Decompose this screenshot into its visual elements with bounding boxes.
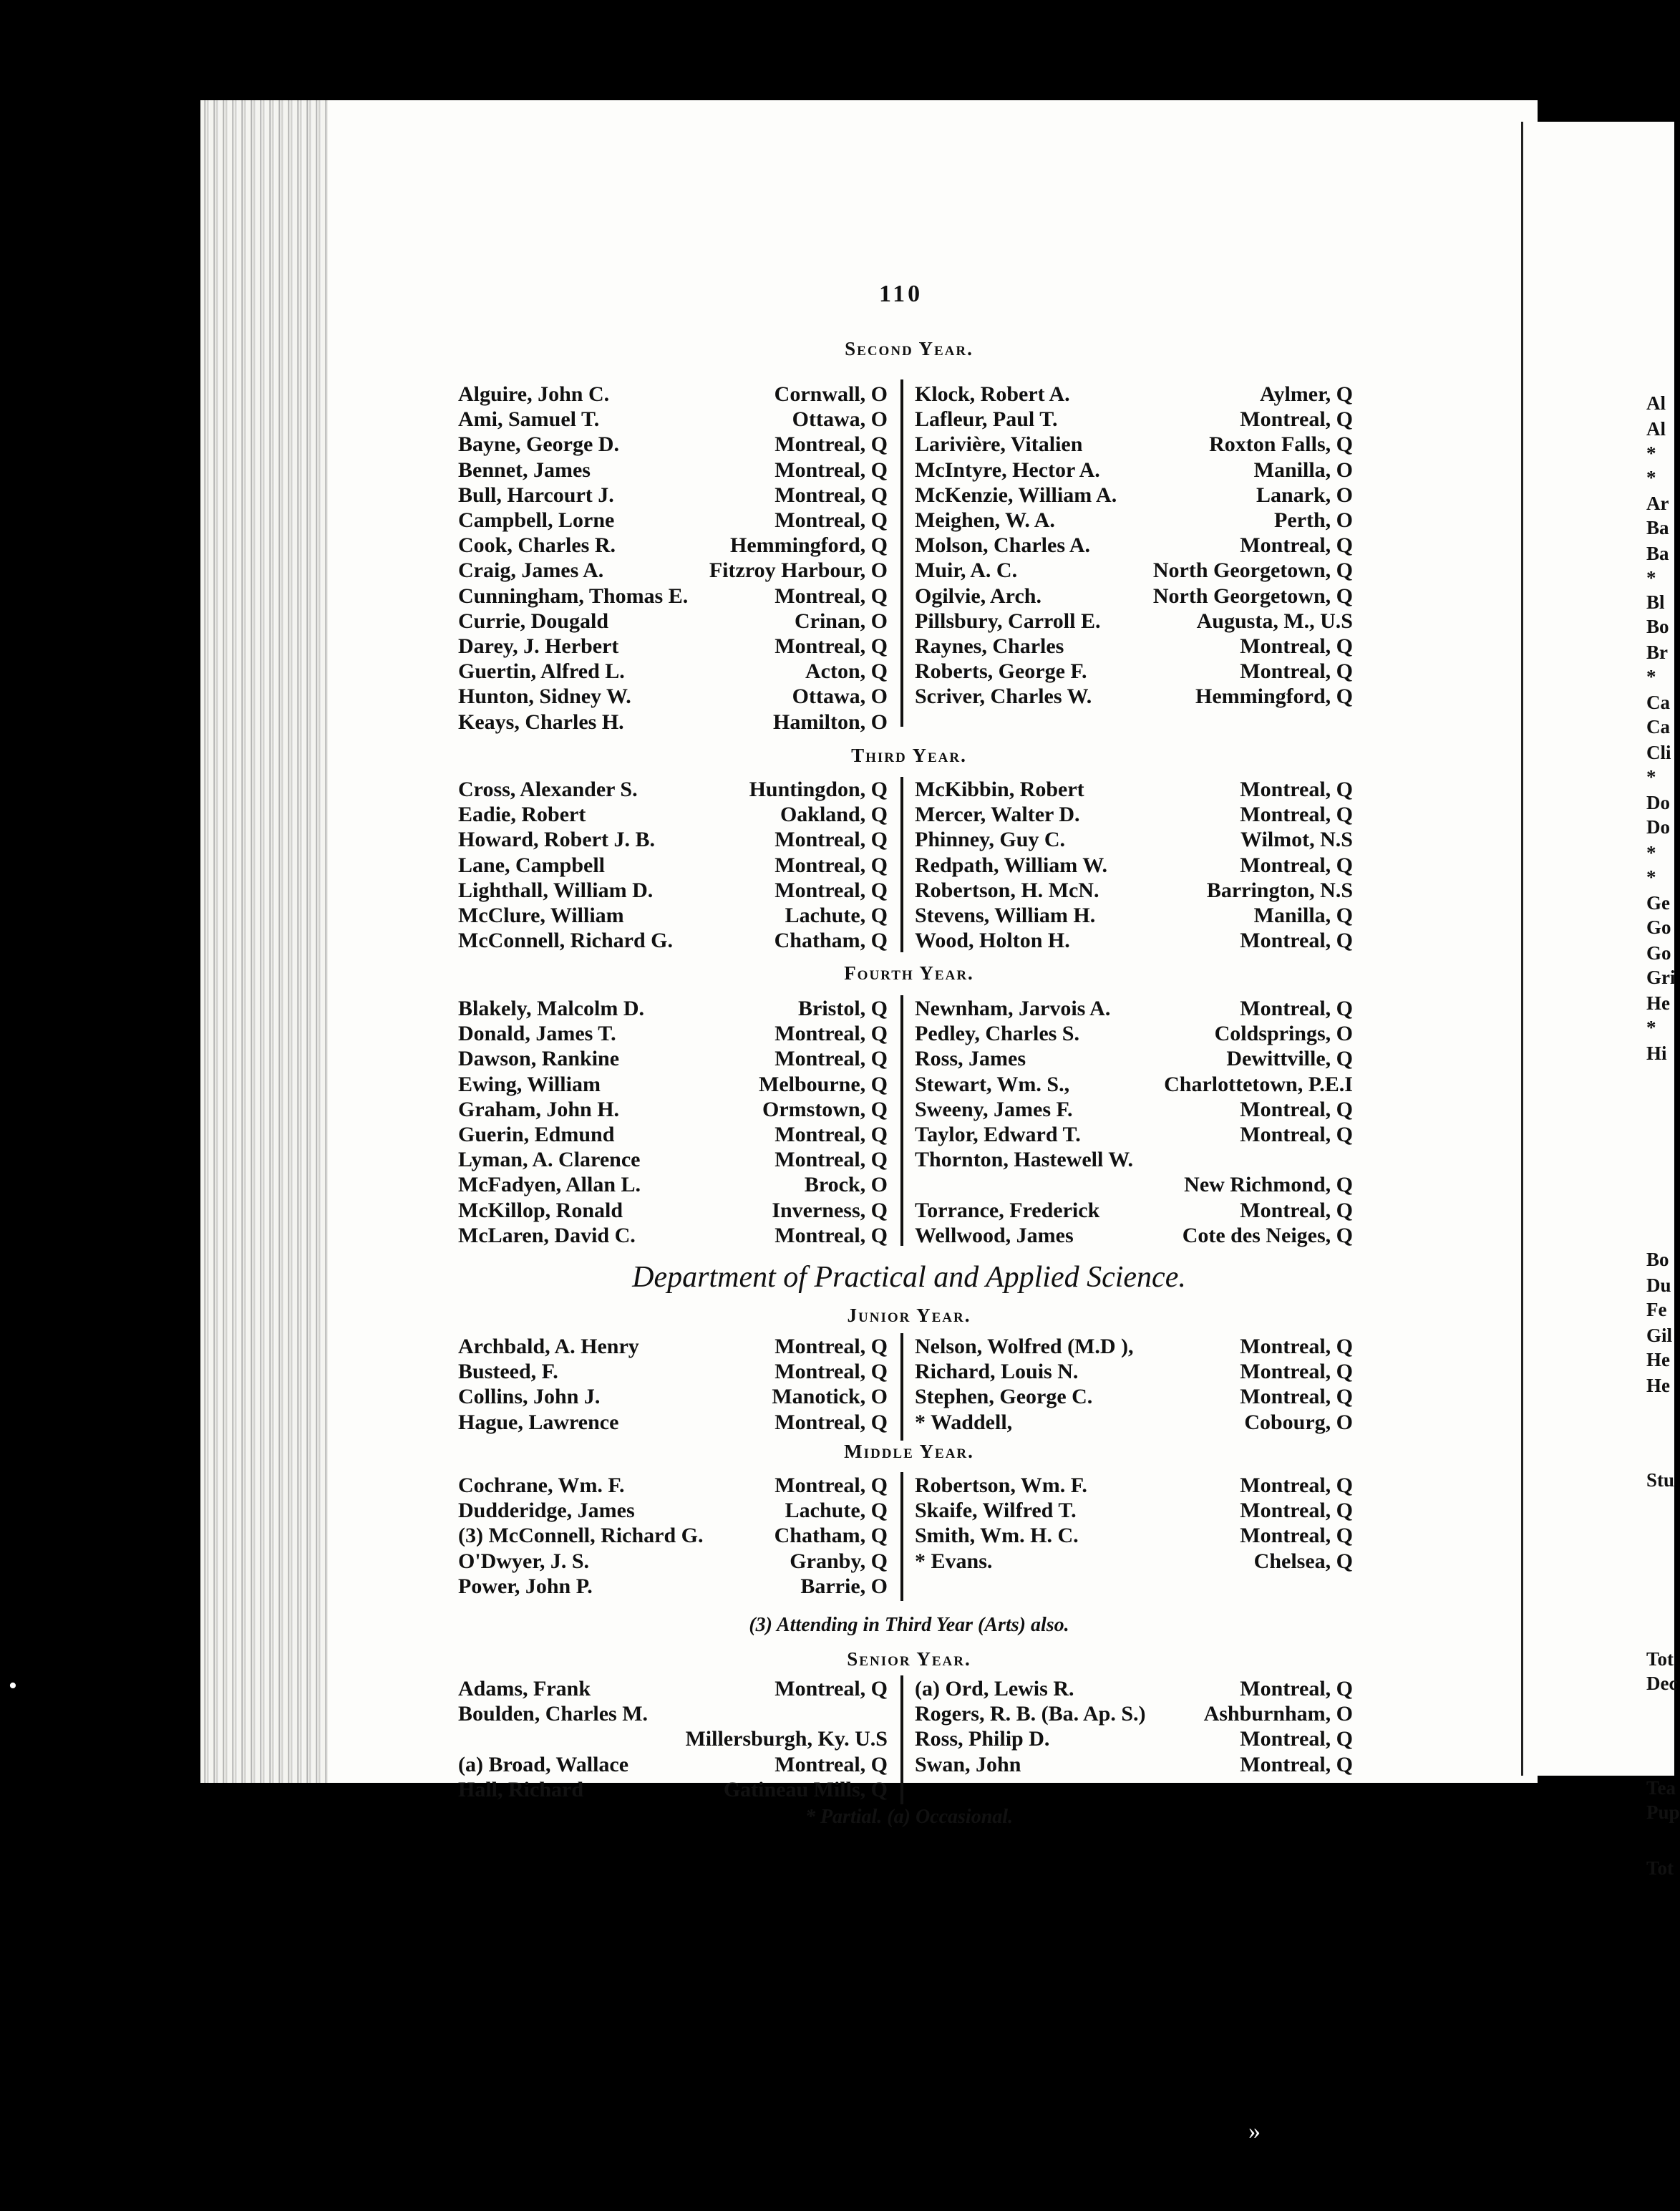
right-page-fragment: Bl (1646, 591, 1665, 613)
right-page-fragment: Gri (1646, 967, 1676, 988)
right-page-fragment: Fe (1646, 1299, 1667, 1320)
student-place: Montreal, Q (1240, 803, 1353, 827)
department-title: Department of Practical and Applied Science. (632, 1261, 1186, 1294)
student-place: Montreal, Q (775, 458, 888, 482)
student-place: Perth, O (1274, 508, 1353, 532)
student-name: Stevens, William H. (915, 904, 1096, 927)
right-page-fragment: Du (1646, 1274, 1671, 1296)
student-place: Hemmingford, Q (1195, 684, 1353, 709)
student-name: (a) Broad, Wallace (458, 1752, 629, 1776)
student-name: Bennet, James (458, 458, 591, 482)
right-page-fragment: Pup (1646, 1801, 1680, 1823)
student-place: Montreal, Q (1240, 659, 1353, 684)
student-name: Stephen, George C. (915, 1385, 1093, 1409)
student-name: Currie, Dougald (458, 609, 608, 633)
student-place: Cote des Neiges, Q (1182, 1223, 1353, 1247)
student-name: * Waddell, (915, 1410, 1013, 1434)
student-place: Montreal, Q (775, 1360, 888, 1384)
student-place: Montreal, Q (1240, 1335, 1353, 1358)
student-name: Pillsbury, Carroll E. (915, 609, 1101, 633)
page-edges (200, 100, 329, 1783)
student-place: Montreal, Q (775, 634, 888, 658)
student-place: Inverness, Q (772, 1198, 888, 1222)
student-place: Barrie, O (800, 1574, 888, 1598)
right-page-fragment: Cli (1646, 742, 1671, 763)
student-place: Montreal, Q (775, 1474, 888, 1497)
student-name: Wood, Holton H. (915, 929, 1070, 953)
student-name: Ami, Samuel T. (458, 407, 600, 432)
student-place: Manotick, O (772, 1385, 888, 1409)
student-place: Ormstown, Q (762, 1097, 888, 1121)
student-name: Eadie, Robert (458, 803, 586, 827)
student-name: McIntyre, Hector A. (915, 458, 1100, 482)
student-place: New Richmond, Q (1184, 1173, 1353, 1197)
student-name: McKibbin, Robert (915, 778, 1084, 801)
right-page-fragment: Ba (1646, 517, 1669, 538)
student-name: Sweeny, James F. (915, 1097, 1073, 1121)
student-name: Campbell, Lorne (458, 508, 615, 532)
senior-year-heading: Senior Year. (847, 1648, 971, 1670)
student-place: Montreal, Q (1240, 1474, 1353, 1497)
student-place: Montreal, Q (775, 508, 888, 532)
student-place: Montreal, Q (1240, 533, 1353, 558)
column-divider (900, 1675, 903, 1804)
student-place: Montreal, Q (775, 828, 888, 852)
right-page-fragment: * (1646, 766, 1656, 788)
right-page-fragment: Gil (1646, 1325, 1673, 1346)
margin-mark: » (1248, 2118, 1261, 2144)
student-place: Lanark, O (1256, 483, 1353, 507)
right-page-fragment: * (1646, 442, 1656, 464)
student-name: Ewing, William (458, 1072, 601, 1096)
student-place: Roxton Falls, Q (1209, 432, 1353, 457)
right-page-fragment: He (1646, 992, 1670, 1014)
student-place: Montreal, Q (775, 584, 888, 608)
right-page-fragment: Do (1646, 816, 1670, 838)
student-place: Hemmingford, Q (730, 533, 888, 558)
student-place: Wilmot, N.S (1240, 828, 1353, 852)
student-name: Mercer, Walter D. (915, 803, 1080, 827)
student-name: McLaren, David C. (458, 1223, 636, 1247)
right-page-fragment: Bo (1646, 1249, 1669, 1270)
student-name: Craig, James A. (458, 558, 604, 583)
student-place: Huntingdon, Q (749, 778, 888, 801)
right-page-fragment: Do (1646, 792, 1670, 813)
student-name: Boulden, Charles M. (458, 1702, 649, 1726)
student-name: Blakely, Malcolm D. (458, 997, 644, 1020)
student-place: Charlottetown, P.E.I (1164, 1072, 1353, 1096)
student-name: Stewart, Wm. S., (915, 1072, 1070, 1096)
student-place: Montreal, Q (1240, 407, 1353, 432)
junior-year-heading: Junior Year. (847, 1305, 971, 1326)
right-page-fragment: Tot (1646, 1857, 1674, 1879)
student-name: Ross, James (915, 1047, 1026, 1071)
student-place: Montreal, Q (775, 1335, 888, 1358)
student-name: Richard, Louis N. (915, 1360, 1079, 1384)
student-place: Montreal, Q (1240, 634, 1353, 658)
student-place: Montreal, Q (1240, 1524, 1353, 1548)
student-name: Nelson, Wolfred (M.D ), (915, 1335, 1134, 1358)
column-divider (900, 777, 903, 952)
student-name: Wellwood, James (915, 1223, 1074, 1247)
student-name: Dudderidge, James (458, 1499, 635, 1523)
right-page-fragment: Al (1646, 418, 1666, 440)
student-name: McClure, William (458, 904, 624, 927)
column-divider (900, 379, 903, 727)
margin-mark: • (9, 1673, 17, 1699)
student-name: Lafleur, Paul T. (915, 407, 1058, 432)
student-place: Montreal, Q (1240, 997, 1353, 1020)
student-place: Ashburnham, O (1203, 1702, 1353, 1726)
student-name: McConnell, Richard G. (458, 929, 673, 953)
student-name: Thornton, Hastewell W. (915, 1148, 1134, 1172)
student-place: Montreal, Q (775, 1752, 888, 1776)
student-place: Gatineau Mills, Q (723, 1777, 888, 1801)
student-place: Montreal, Q (775, 1047, 888, 1071)
student-name: Hall, Richard (458, 1777, 584, 1801)
student-name: Rogers, R. B. (Ba. Ap. S.) (915, 1702, 1146, 1726)
right-page-fragment: * (1646, 866, 1656, 888)
student-place: Brock, O (804, 1173, 888, 1197)
student-place: Manilla, Q (1253, 904, 1353, 927)
student-place: Coldsprings, O (1214, 1022, 1353, 1046)
student-place: Montreal, Q (775, 483, 888, 507)
student-place: Montreal, Q (775, 878, 888, 902)
column-divider (900, 995, 903, 1246)
right-page-fragment: Ba (1646, 543, 1669, 564)
right-page-fragment: Ca (1646, 716, 1670, 737)
student-place: Ottawa, O (792, 407, 888, 432)
student-name: Cunningham, Thomas E. (458, 584, 689, 608)
student-place: Montreal, Q (1240, 1727, 1353, 1751)
right-page-fragment: Br (1646, 642, 1668, 663)
student-name: Hunton, Sidney W. (458, 684, 631, 709)
arts-note: (3) Attending in Third Year (Arts) also. (749, 1614, 1069, 1636)
student-place: Montreal, Q (1240, 1198, 1353, 1222)
right-page-fragment: Dec (1646, 1673, 1678, 1694)
student-name: Cook, Charles R. (458, 533, 616, 558)
student-name: Alguire, John C. (458, 382, 610, 406)
student-place: Manilla, O (1253, 458, 1353, 482)
right-page-fragment: * (1646, 1017, 1656, 1038)
right-page-fragment: He (1646, 1349, 1670, 1370)
student-place: Montreal, Q (775, 432, 888, 457)
student-place: Chatham, Q (774, 1524, 888, 1548)
student-name: Donald, James T. (458, 1022, 616, 1046)
student-name: * Evans. (915, 1549, 993, 1573)
student-place: Montreal, Q (1240, 1123, 1353, 1146)
right-page-fragment: Go (1646, 942, 1671, 964)
student-name: Ogilvie, Arch. (915, 584, 1041, 608)
student-name: Scriver, Charles W. (915, 684, 1092, 709)
student-name: McKillop, Ronald (458, 1198, 623, 1222)
right-page-fragment: Tot (1646, 1648, 1674, 1670)
student-place: Lachute, Q (785, 904, 888, 927)
fourth-year-heading: Fourth Year. (844, 962, 974, 984)
student-place: Montreal, Q (1240, 778, 1353, 801)
page-number: 110 (879, 281, 923, 307)
student-name: McKenzie, William A. (915, 483, 1117, 507)
student-name: Guertin, Alfred L. (458, 659, 625, 684)
column-divider (900, 1333, 903, 1441)
student-name: (a) Ord, Lewis R. (915, 1677, 1074, 1700)
student-name: Cochrane, Wm. F. (458, 1474, 625, 1497)
right-page-fragment: * (1646, 567, 1656, 589)
student-name: Pedley, Charles S. (915, 1022, 1079, 1046)
right-page-fragment: Ca (1646, 692, 1670, 713)
student-name: Hague, Lawrence (458, 1410, 619, 1434)
student-place: Montreal, Q (1240, 1360, 1353, 1384)
student-place: Augusta, M., U.S (1196, 609, 1353, 633)
student-name: Torrance, Frederick (915, 1198, 1100, 1222)
student-place: Montreal, Q (775, 1022, 888, 1046)
student-place: Montreal, Q (1240, 1097, 1353, 1121)
student-name: Taylor, Edward T. (915, 1123, 1081, 1146)
student-place: Oakland, Q (780, 803, 888, 827)
student-name: Keays, Charles H. (458, 710, 624, 734)
student-place: Montreal, Q (1240, 1385, 1353, 1409)
student-place: Cobourg, O (1244, 1410, 1353, 1434)
column-divider (900, 1472, 903, 1601)
student-place: North Georgetown, Q (1152, 558, 1353, 583)
student-place: North Georgetown, Q (1152, 584, 1353, 608)
student-name: Howard, Robert J. B. (458, 828, 655, 852)
student-name: Power, John P. (458, 1574, 593, 1598)
right-page-fragment: Tea (1646, 1777, 1676, 1799)
right-page-fragment: * (1646, 467, 1656, 488)
student-name: Redpath, William W. (915, 853, 1107, 877)
student-name: Klock, Robert A. (915, 382, 1070, 406)
right-page-fragment: He (1646, 1375, 1670, 1396)
student-place: Montreal, Q (1240, 1752, 1353, 1776)
student-place: Cornwall, O (774, 382, 888, 406)
student-place: Montreal, Q (775, 1223, 888, 1247)
student-name: Dawson, Rankine (458, 1047, 620, 1071)
student-place: Acton, Q (805, 659, 888, 684)
student-name: Lighthall, William D. (458, 878, 654, 902)
student-place: Montreal, Q (775, 853, 888, 877)
student-name: Lyman, A. Clarence (458, 1148, 641, 1172)
student-name: Robertson, Wm. F. (915, 1474, 1087, 1497)
student-place: Chatham, Q (774, 929, 888, 953)
student-place: Montreal, Q (1240, 853, 1353, 877)
student-place: Montreal, Q (1240, 929, 1353, 953)
student-place: Ottawa, O (792, 684, 888, 709)
student-name: Guerin, Edmund (458, 1123, 615, 1146)
student-place: Montreal, Q (775, 1123, 888, 1146)
student-name: Raynes, Charles (915, 634, 1064, 658)
right-page-fragment: Go (1646, 916, 1671, 938)
student-place: Montreal, Q (1240, 1677, 1353, 1700)
student-name: Collins, John J. (458, 1385, 601, 1409)
student-place: Melbourne, Q (759, 1072, 888, 1096)
student-place: Montreal, Q (775, 1410, 888, 1434)
student-name: Roberts, George F. (915, 659, 1087, 684)
student-name: Phinney, Guy C. (915, 828, 1066, 852)
student-name: McFadyen, Allan L. (458, 1173, 641, 1197)
right-page-fragment: Ar (1646, 493, 1669, 514)
student-name: Graham, John H. (458, 1097, 620, 1121)
student-name: Lane, Campbell (458, 853, 606, 877)
student-place: Hamilton, O (772, 710, 888, 734)
second-year-heading: Second Year. (845, 338, 973, 359)
student-place: Montreal, Q (1240, 1499, 1353, 1523)
student-name: Busteed, F. (458, 1360, 558, 1384)
right-page-fragment: Ge (1646, 892, 1670, 914)
student-place: Aylmer, Q (1260, 382, 1353, 406)
middle-year-heading: Middle Year. (844, 1441, 974, 1462)
student-name: Molson, Charles A. (915, 533, 1091, 558)
student-place: Crinan, O (794, 609, 888, 633)
student-name: Archbald, A. Henry (458, 1335, 639, 1358)
student-name: Newnham, Jarvois A. (915, 997, 1111, 1020)
student-name: Meighen, W. A. (915, 508, 1055, 532)
student-name: Muir, A. C. (915, 558, 1018, 583)
student-name: Smith, Wm. H. C. (915, 1524, 1079, 1548)
student-place: Barrington, N.S (1206, 878, 1353, 902)
right-page-fragment: Al (1646, 392, 1666, 414)
student-place: Lachute, Q (785, 1499, 888, 1523)
student-place: Montreal, Q (775, 1677, 888, 1700)
student-name: Ross, Philip D. (915, 1727, 1050, 1751)
student-name: O'Dwyer, J. S. (458, 1549, 590, 1573)
student-name: Bayne, George D. (458, 432, 619, 457)
student-name: Robertson, H. McN. (915, 878, 1099, 902)
right-page-fragment: * (1646, 842, 1656, 863)
student-place: Chelsea, Q (1253, 1549, 1353, 1573)
student-name: Adams, Frank (458, 1677, 591, 1700)
student-place: Fitzroy Harbour, O (709, 558, 888, 583)
student-place: Montreal, Q (775, 1148, 888, 1172)
student-place: Dewittville, Q (1226, 1047, 1353, 1071)
student-name: Skaife, Wilfred T. (915, 1499, 1077, 1523)
student-place: Granby, Q (790, 1549, 888, 1573)
right-page-fragment: Hi (1646, 1042, 1667, 1064)
right-page-fragment: Bo (1646, 616, 1669, 637)
student-name: Larivière, Vitalien (915, 432, 1083, 457)
student-name: Cross, Alexander S. (458, 778, 638, 801)
student-place: Bristol, Q (798, 997, 888, 1020)
right-page-fragment: Stu (1646, 1469, 1675, 1491)
student-name: (3) McConnell, Richard G. (458, 1524, 704, 1548)
footnote: * Partial. (a) Occasional. (805, 1806, 1014, 1828)
student-name: Darey, J. Herbert (458, 634, 619, 658)
third-year-heading: Third Year. (851, 745, 967, 766)
right-page-fragment: * (1646, 666, 1656, 687)
student-name: Swan, John (915, 1752, 1021, 1776)
student-place: Millersburgh, Ky. U.S (685, 1727, 888, 1751)
student-name: Bull, Harcourt J. (458, 483, 614, 507)
